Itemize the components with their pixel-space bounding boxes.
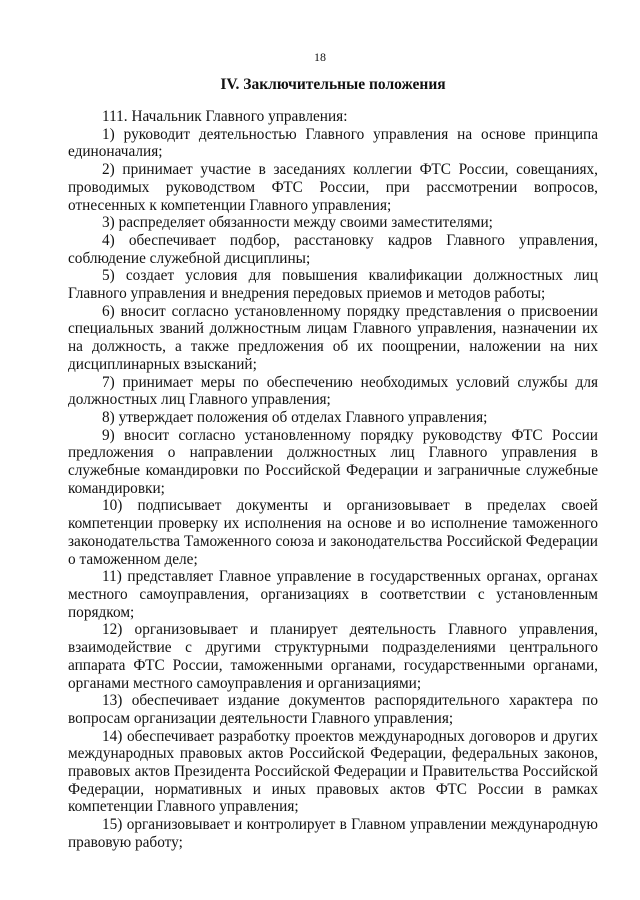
list-item: 2) принимает участие в заседаниях коллегии ФТС России, совещаниях, проводимых руководством ФТС России, при рассмотрении вопросов, отнесенных к компетенции Главного управления;	[68, 161, 598, 214]
page-number: 18	[314, 50, 326, 64]
list-item: 7) принимает меры по обеспечению необходимых условий службы для должностных лиц Главного управления;	[68, 373, 598, 409]
list-item: 4) обеспечивает подбор, расстановку кадров Главного управления, соблюдение служебной дисциплины;	[68, 231, 598, 267]
document-body	[68, 108, 598, 852]
list-item: 12) организовывает и планирует деятельность Главного управления, взаимодействие с другими структурными подразделениями центрального аппарата ФТС России, таможенными органами, государственными органами, органами местного самоуправления и организациями;	[68, 621, 598, 692]
list-item: 9) вносит согласно установленному порядку руководству ФТС России предложения о направлении должностных лиц Главного управления в служебные командировки по Российской Федерации и заграничные служебные командировки;	[68, 426, 598, 497]
list-item: 13) обеспечивает издание документов распорядительного характера по вопросам организации деятельности Главного управления;	[68, 692, 598, 727]
list-item: 5) создает условия для повышения квалификации должностных лиц Главного управления и внедрения передовых приемов и методов работы;	[68, 267, 598, 303]
list-item: 6) вносит согласно установленному порядку представления о присвоении специальных званий должностным лицам Главного управления, назначении их на должность, а также предложения об их поощрении, наложении на них дисциплинарных взысканий;	[68, 302, 598, 373]
list-item: 14) обеспечивает разработку проектов международных договоров и других международных правовых актов Российской Федерации, федеральных законов, правовых актов Президента Российской Федерации и Правительства Российской Федерации, нормативных и иных правовых актов ФТС России в рамках компетенции Главного управления;	[68, 727, 598, 816]
list-item: 3) распределяет обязанности между своими заместителями;	[102, 214, 493, 232]
clause-heading: 111. Начальник Главного управления:	[102, 108, 348, 125]
list-item: 15) организовывает и контролирует в Главном управлении международную правовую работу;	[68, 816, 598, 851]
list-item: 10) подписывает документы и организовывает в пределах своей компетенции проверку их исполнения на основе и во исполнение таможенного законодательства Таможенного союза и законодательства Российской Федерации о таможенном деле;	[68, 497, 598, 568]
list-item: 1) руководит деятельностью Главного управления на основе принципа единоначалия;	[68, 125, 598, 161]
list-item: 8) утверждает положения об отделах Главного управления;	[102, 408, 488, 426]
section-title: IV. Заключительные положения	[220, 76, 446, 93]
list-item: 11) представляет Главное управление в государственных органах, органах местного самоуправления, организациях в соответствии с установленным порядком;	[68, 568, 598, 621]
